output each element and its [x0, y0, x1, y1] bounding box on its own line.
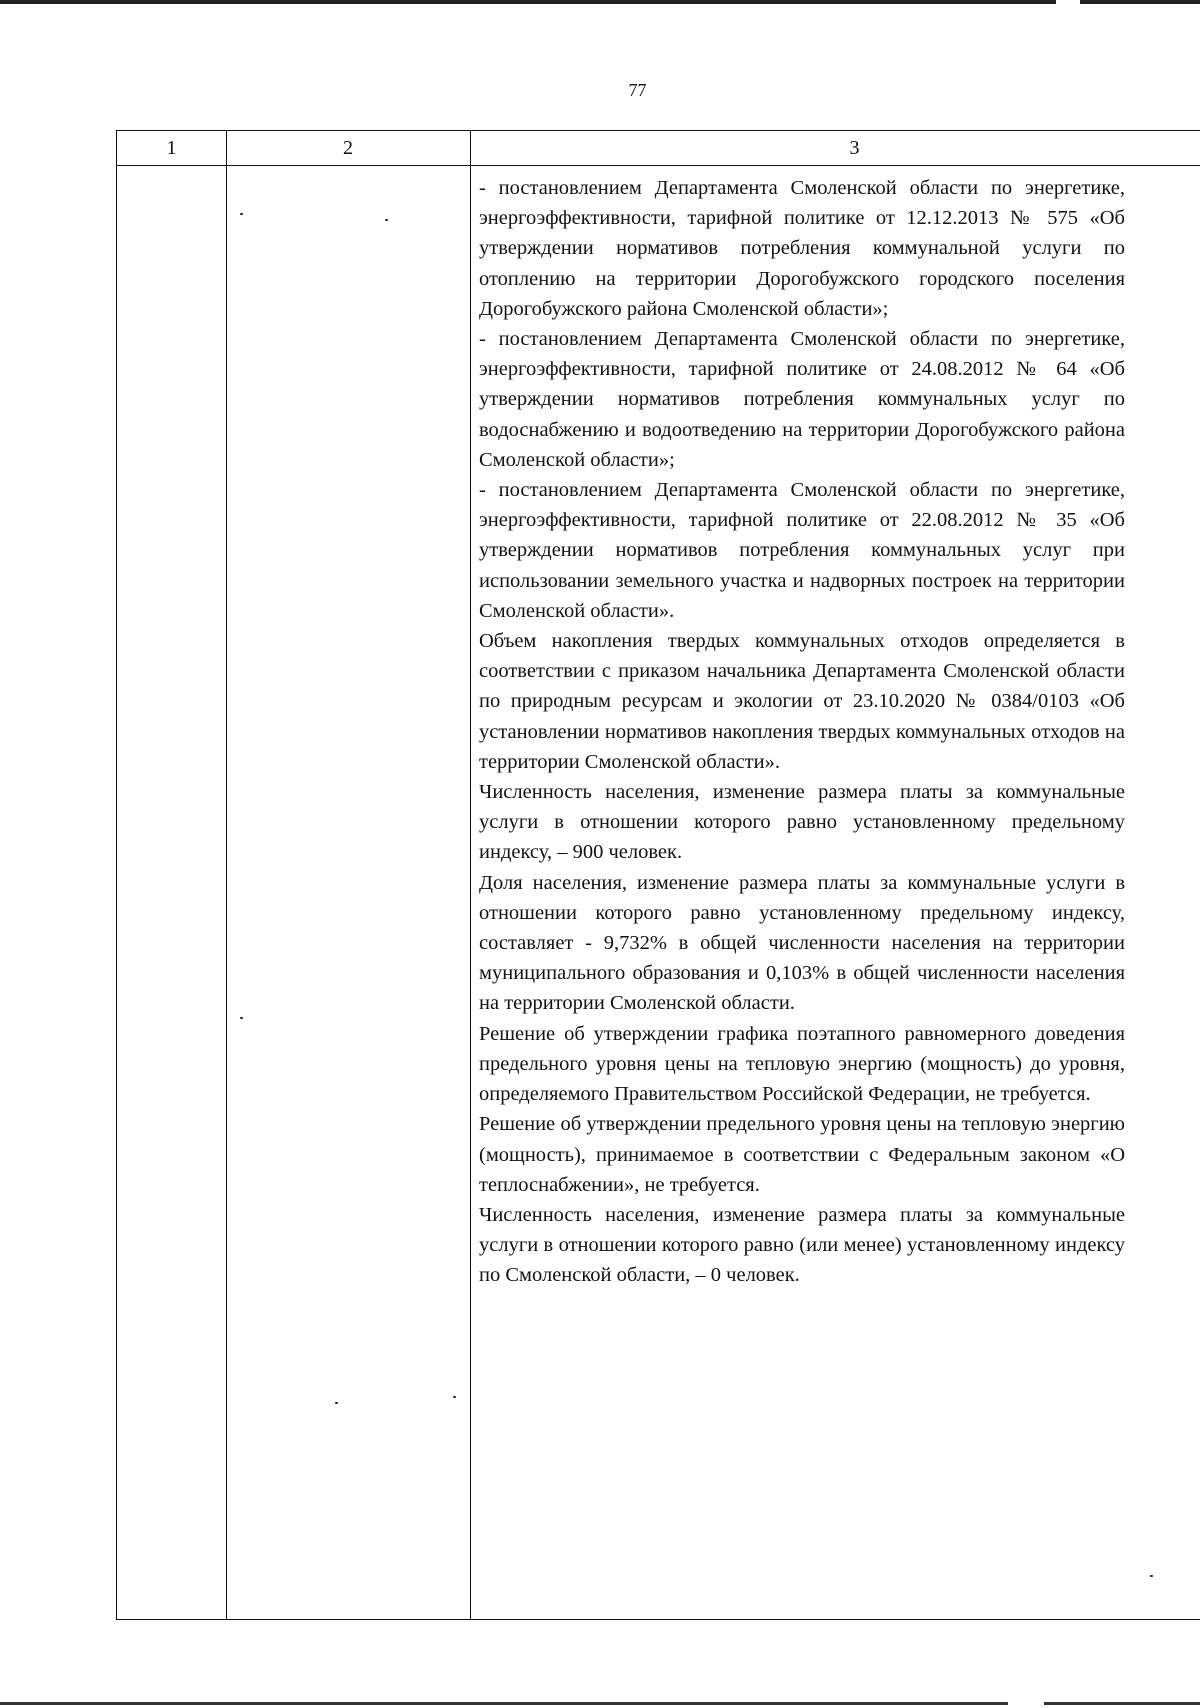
scan-speck — [453, 1396, 456, 1398]
scan-speck — [385, 219, 388, 221]
scan-speck — [335, 1402, 338, 1404]
paragraph-resolution-64: - постановлением Департамента Смоленской области по энергетике, энергоэффективности, тарифной политике от 24.08.2012 № 64 «Об утверждении нормативов потребления коммунальных услуг по водоснабжению и водоотведению на территории Дорогобужского района Смоленской области»; — [479, 328, 1125, 471]
document-table — [116, 130, 1200, 1620]
scan-speck — [1150, 1575, 1153, 1577]
paragraph-heat-price-schedule: Решение об утверждении графика поэтапного равномерного доведения предельного уровня цены на тепловую энергию (мощность) до уровня, определяемого Правительством Российской Федерации, не требуется. — [479, 1022, 1125, 1106]
scan-top-edge — [0, 0, 1200, 4]
paragraph-resolution-35: - постановлением Департамента Смоленской области по энергетике, энергоэффективности, тарифной политике от 22.08.2012 № 35 «Об утверждении нормативов потребления коммунальных услуг при использовании земельного участка и надворных построек на территории Смоленской области». — [479, 479, 1125, 622]
paragraph-waste-volume: Объем накопления твердых коммунальных отходов определяется в соответствии с приказом начальника Департамента Смоленской области по природным ресурсам и экологии от 23.10.2020 № 0384/0103 «Об установлении нормативов накопления твердых коммунальных отходов на территории Смоленской области». — [479, 630, 1125, 773]
paragraph-population-share: Доля населения, изменение размера платы за коммунальные услуги в отношении которого равно установленному предельному индексу, составляет - 9,732% в общей численности населения на территории муниципального образования и 0,103% в общей численности населения на территории Смоленской области. — [479, 871, 1125, 1015]
column-header-3: 3 — [849, 136, 860, 159]
scan-speck — [240, 213, 243, 215]
column-header-2: 2 — [343, 136, 353, 159]
page-number: 77 — [628, 80, 647, 100]
column-divider-2 — [470, 131, 471, 1619]
column-3-content — [479, 173, 1125, 1291]
paragraph-resolution-575: - постановлением Департамента Смоленской области по энергетике, энергоэффективности, тарифной политике от 12.12.2013 № 575 «Об утверждении нормативов потребления коммунальной услуги по отоплению на территории Дорогобужского городского поселения Дорогобужского района Смоленской области»; — [479, 177, 1125, 320]
scan-speck — [240, 1017, 243, 1019]
paragraph-population-900: Численность населения, изменение размера платы за коммунальные услуги в отношении которого равно установленному предельному индексу, – 900 человек. — [479, 781, 1125, 864]
scan-bottom-edge — [0, 1702, 1200, 1705]
table-header-row — [117, 131, 1200, 166]
column-divider-1 — [226, 131, 227, 1619]
paragraph-population-zero: Численность населения, изменение размера платы за коммунальные услуги в отношении которого равно (или менее) установленному индексу по Смоленской области, – 0 человек. — [479, 1203, 1125, 1287]
paragraph-heat-price-limit: Решение об утверждении предельного уровня цены на тепловую энергию (мощность), принимаемое в соответствии с Федеральным законом «О теплоснабжении», не требуется. — [479, 1113, 1125, 1196]
column-header-1: 1 — [166, 136, 177, 159]
